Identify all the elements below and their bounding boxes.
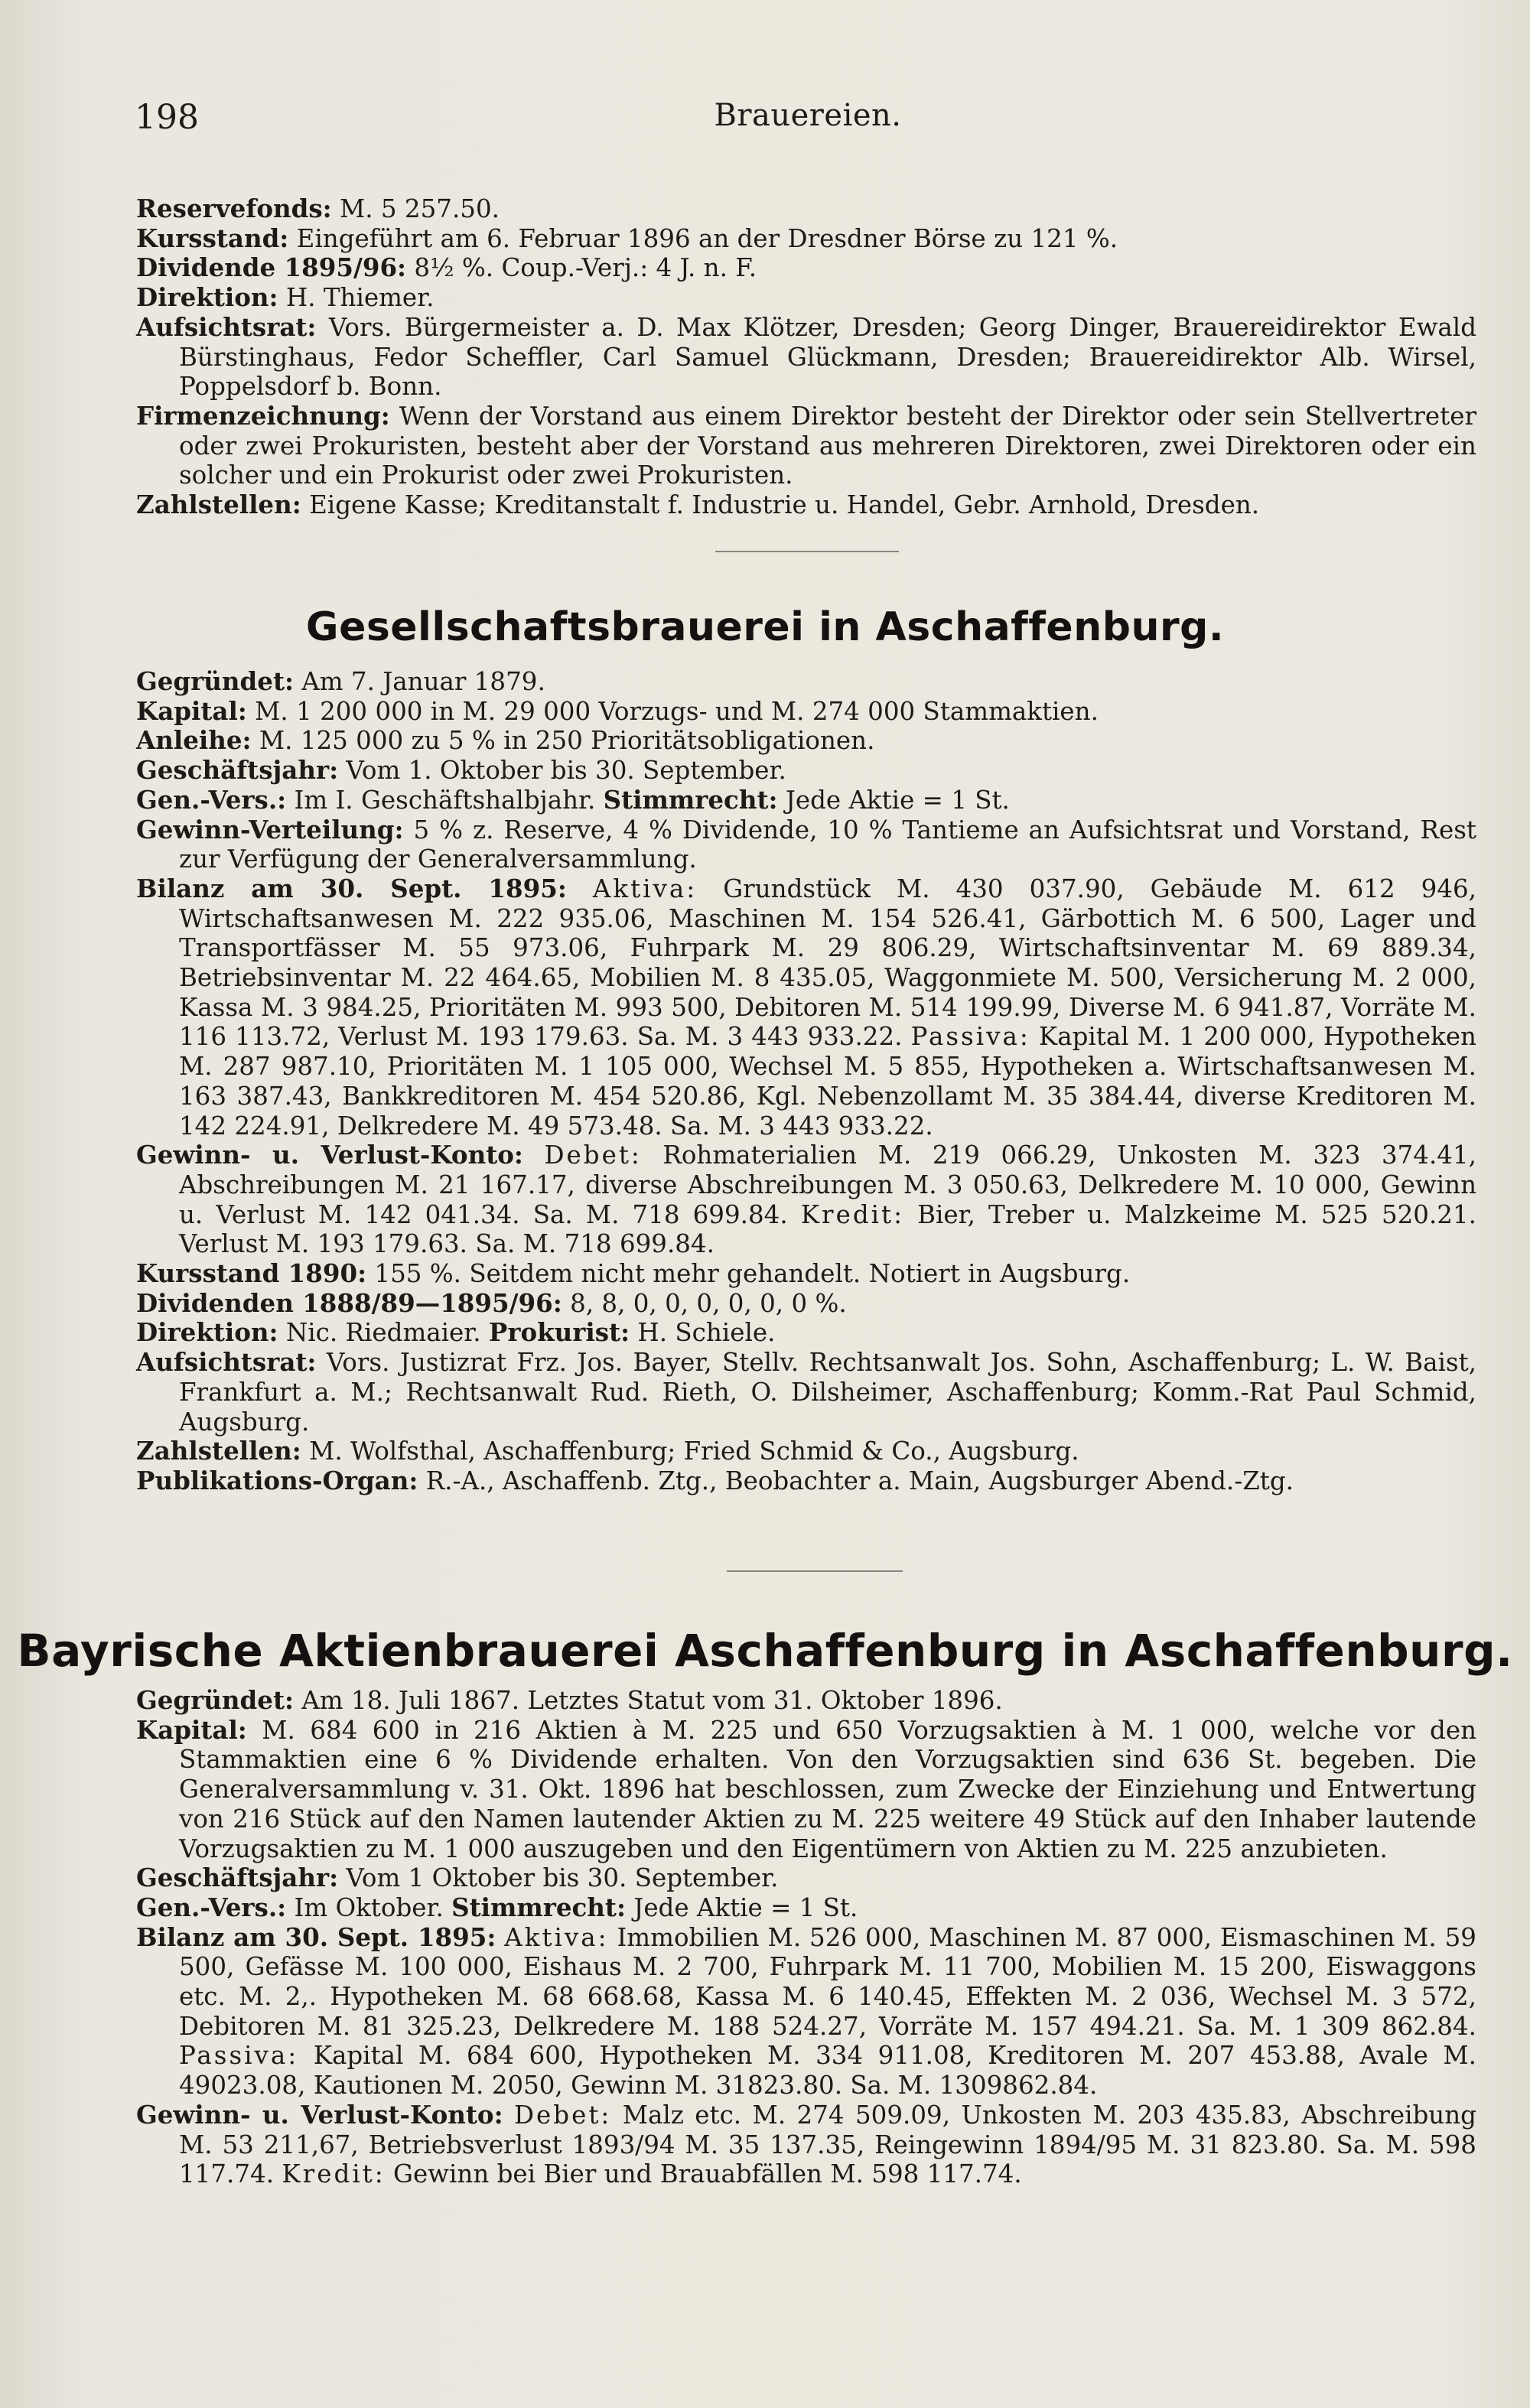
entry-line (136, 1686, 1476, 1716)
section-title: Bayrische Aktienbrauerei Aschaffenburg in Aschaffenburg. (17, 1625, 1513, 1677)
entry-text: Vors. Bürgermeister a. D. Max Klötzer, Dresden; Georg Dinger, Brauereidirektor Ewald Bürstinghaus, Fedor Scheffler, Carl Samuel Glückmann, Dresden; Brauereidirektor Alb. Wirsel, Poppelsdorf b. Bonn. (179, 312, 1476, 402)
entry-label: Firmenzeichnung: (136, 400, 390, 431)
entry-line (136, 1923, 1476, 2100)
entry-label: Gegründet: (136, 666, 294, 696)
entry-label: Publikations-Organ: (136, 1465, 418, 1495)
entry-label: Aufsichtsrat: (136, 311, 317, 342)
entry-line (136, 874, 1476, 1141)
entry-sublabel: Debet: (513, 2100, 612, 2130)
entry-line (136, 402, 1476, 490)
entry-label: Direktion: (136, 1317, 278, 1348)
entry-text: Nic. Riedmaier. (278, 1318, 489, 1348)
entry-line (136, 1348, 1476, 1437)
company-entry-bayrische-aktienbrauerei (136, 1686, 1476, 2189)
entry-sublabel: Passiva: (179, 2041, 299, 2071)
entry-text: 5 % z. Reserve, 4 % Dividende, 10 % Tantieme an Aufsichtsrat und Vorstand, Rest zur Verfügung der Generalversammlung. (179, 815, 1476, 874)
entry-line (136, 253, 1476, 283)
entry-text: Vors. Justizrat Frz. Jos. Bayer, Stellv. Rechtsanwalt Jos. Sohn, Aschaffenburg; L. W. Baist, Frankfurt a. M.; Rechtsanwalt Rud. Rieth, O. Dilsheimer, Aschaffenburg; Komm.-Rat Paul Schmid, Augsburg. (179, 1348, 1476, 1437)
entry-label: Geschäftsjahr: (136, 1863, 339, 1893)
entry-text: Kapital M. 1 200 000, Hypotheken M. 287 987.10, Prioritäten M. 1 105 000, Wechsel M. 5 855, Hypotheken a. Wirtschaftsanwesen M. 163 387.43, Bankkreditoren M. 454 520.86, Kgl. Nebenzollamt M. 35 384.44, diverse Kreditoren M. 142 224.91, Delkredere M. 49 573.48. Sa. M. 3 443 933.22. (179, 1022, 1476, 1141)
section-title: Gesellschaftsbrauerei in Aschaffenburg. (305, 604, 1225, 650)
entry-text: M. Wolfsthal, Aschaffenburg; Fried Schmid & Co., Augsburg. (301, 1437, 1079, 1466)
entry-text: Vom 1 Oktober bis 30. September. (338, 1863, 779, 1893)
entry-text: 8½ %. Coup.-Verj.: 4 J. n. F. (406, 253, 757, 283)
entry-text: Grundstück M. 430 037.90, Gebäude M. 612 946, Wirtschaftsanwesen M. 222 935.06, Maschinen M. 154 526.41, Gärbottich M. 6 500, Lager und Transportfässer M. 55 973.06, Fuhrpark M. 29 806.29, Wirtschaftsinventar M. 69 889.34, Betriebsinventar M. 22 464.65, Mobilien M. 8 435.05, Waggonmiete M. 500, Versicherung M. 2 000, Kassa M. 3 984.25, Prioritäten M. 993 500, Debitoren M. 514 199.99, Diverse M. 6 941.87, Vorräte M. 116 113.72, Verlust M. 193 179.63. Sa. M. 3 443 933.22. (179, 874, 1477, 1052)
entry-sublabel: Aktiva: (504, 1922, 609, 1952)
entry-sublabel: Debet: (544, 1141, 642, 1170)
section-divider (715, 551, 899, 552)
entry-text: M. 125 000 zu 5 % in 250 Prioritätsobligationen. (251, 726, 875, 756)
entry-line (136, 1318, 1476, 1348)
entry-sublabel: Kredit: (800, 1199, 905, 1229)
entry-line (136, 1437, 1476, 1466)
running-title: Brauereien. (714, 98, 902, 133)
entry-label: Gewinn- u. Verlust-Konto: (136, 2099, 503, 2130)
entry-label: Stimmrecht: (603, 784, 778, 815)
entry-line (136, 224, 1476, 254)
entry-label: Reservefonds: (136, 194, 332, 223)
entry-text: M. 684 600 in 216 Aktien à M. 225 und 650 Vorzugsaktien à M. 1 000, welche vor den Stammaktien eine 6 % Dividende erhalten. Von den Vorzugsaktien sind 636 St. begeben. Die Generalversammlung v. 31. Okt. 1896 hat beschlossen, zum Zwecke der Einziehung und Entwertung von 216 Stück auf den Namen lautender Aktien zu M. 225 weitere 49 Stück auf den Inhaber lautende Vorzugsaktien zu M. 1 000 auszugeben und den Eigentümern von Aktien zu M. 225 anzubieten. (179, 1715, 1476, 1863)
entry-label: Aufsichtsrat: (136, 1347, 317, 1378)
entry-line (136, 1466, 1476, 1496)
entry-label: Dividende 1895/96: (136, 252, 407, 283)
entry-text: R.-A., Aschaffenb. Ztg., Beobachter a. Main, Augsburger Abend.-Ztg. (418, 1466, 1294, 1495)
entry-line (136, 490, 1476, 520)
entry-line (136, 756, 1476, 786)
entry-text: Immobilien M. 526 000, Maschinen M. 87 000, Eismaschinen M. 59 500, Gefässe M. 100 000, Eishaus M. 2 700, Fuhrpark M. 11 700, Mobilien M. 15 200, Eiswaggons etc. M. 2,. Hypotheken M. 68 668.68, Kassa M. 6 140.45, Effekten M. 2 036, Wechsel M. 3 572, Debitoren M. 81 325.23, Delkredere M. 188 524.27, Vorräte M. 157 494.21. Sa. M. 1 309 862.84. (179, 1922, 1476, 2041)
entry-text: H. Thiemer. (278, 283, 435, 313)
entry-label: Gewinn- u. Verlust-Konto: (136, 1140, 523, 1170)
entry-line (136, 1863, 1476, 1893)
entry-label: Kapital: (136, 695, 247, 726)
entry-label: Anleihe: (136, 725, 252, 756)
entry-text: M. 5 257.50. (331, 194, 500, 223)
continued-entry (136, 194, 1476, 520)
entry-sublabel: Passiva: (910, 1022, 1030, 1052)
entry-text: Am 18. Juli 1867. Letztes Statut vom 31. Oktober 1896. (293, 1686, 1003, 1715)
entry-text: Malz etc. M. 274 509.09, Unkosten M. 203 435.83, Abschreibung M. 53 211,67, Betriebsverlust 1893/94 M. 35 137.35, Reingewinn 1894/95 M. 31 823.80. Sa. M. 598 117.74. (179, 2100, 1476, 2189)
entry-text: 155 %. Seitdem nicht mehr gehandelt. Notiert in Augsburg. (366, 1259, 1131, 1289)
entry-text: Jede Aktie = 1 St. (777, 785, 1010, 815)
entry-text: 8, 8, 0, 0, 0, 0, 0, 0 %. (562, 1288, 847, 1318)
entry-text: Jede Aktie = 1 St. (625, 1892, 858, 1922)
entry-line (136, 667, 1476, 697)
entry-line (136, 1259, 1476, 1289)
entry-label: Stimmrecht: (451, 1892, 626, 1922)
entry-text: Rohmaterialien M. 219 066.29, Unkosten M. 323 374.41, Abschreibungen M. 21 167.17, diverse Abschreibungen M. 3 050.63, Delkredere M. 10 000, Gewinn u. Verlust M. 142 041.34. Sa. M. 718 699.84. (179, 1141, 1476, 1229)
entry-sublabel: Kredit: (282, 2159, 386, 2189)
entry-line (136, 313, 1476, 402)
entry-text: Eingeführt am 6. Februar 1896 an der Dresdner Börse zu 121 %. (288, 223, 1118, 253)
entry-label: Prokurist: (488, 1317, 630, 1348)
entry-text: Wenn der Vorstand aus einem Direktor besteht der Direktor oder sein Stellvertreter oder zwei Prokuristen, besteht aber der Vorstand aus mehreren Direktoren, zwei Direktoren oder ein solcher und ein Prokurist oder zwei Prokuristen. (179, 401, 1476, 490)
page-number: 198 (135, 98, 199, 137)
entry-line (136, 815, 1476, 874)
entry-text: Im Oktober. (286, 1892, 452, 1922)
entry-text: Im I. Geschäftshalbjahr. (286, 785, 604, 815)
entry-label: Direktion: (136, 282, 278, 313)
entry-line (136, 697, 1476, 727)
entry-label: Kursstand 1890: (136, 1258, 367, 1289)
entry-line (136, 726, 1476, 756)
page-header (135, 98, 1481, 144)
entry-label: Bilanz am 30. Sept. 1895: (136, 873, 567, 903)
entry-text: Kapital M. 684 600, Hypotheken M. 334 911.08, Kreditoren M. 207 453.88, Avale M. 49023.08, Kautionen M. 2050, Gewinn M. 31823.80. Sa. M. 1309862.84. (179, 2041, 1476, 2100)
section-divider (727, 1570, 903, 1572)
entry-label: Zahlstellen: (136, 490, 301, 520)
entry-line (136, 283, 1476, 313)
entry-label: Bilanz am 30. Sept. 1895: (136, 1922, 496, 1952)
company-entry-gesellschaftsbrauerei (136, 667, 1476, 1496)
entry-label: Dividenden 1888/89—1895/96: (136, 1287, 562, 1318)
entry-line (136, 1893, 1476, 1923)
entry-text: Am 7. Januar 1879. (293, 667, 545, 696)
entry-text: H. Schiele. (630, 1318, 776, 1348)
entry-text: Eigene Kasse; Kreditanstalt f. Industrie u. Handel, Gebr. Arnhold, Dresden. (301, 490, 1260, 520)
entry-label: Gen.-Vers.: (136, 784, 287, 815)
entry-line (136, 1141, 1476, 1259)
entry-label: Kursstand: (136, 223, 289, 253)
entry-line (136, 1289, 1476, 1319)
entry-line (136, 194, 1476, 224)
entry-text: Vom 1. Oktober bis 30. September. (338, 756, 786, 786)
entry-label: Zahlstellen: (136, 1436, 301, 1466)
entry-label: Gen.-Vers.: (136, 1892, 287, 1922)
entry-label: Gegründet: (136, 1685, 294, 1715)
entry-label: Gewinn-Verteilung: (136, 814, 404, 844)
entry-line (136, 2100, 1476, 2189)
entry-label: Geschäftsjahr: (136, 755, 339, 786)
entry-text: M. 1 200 000 in M. 29 000 Vorzugs- und M. 274 000 Stammaktien. (246, 696, 1099, 726)
entry-sublabel: Aktiva: (592, 874, 698, 903)
entry-text: Gewinn bei Bier und Brauabfällen M. 598 117.74. (385, 2159, 1022, 2189)
entry-line (136, 1716, 1476, 1864)
entry-label: Kapital: (136, 1714, 247, 1745)
entry-line (136, 786, 1476, 815)
entry-text: Bier, Treber u. Malzkeime M. 525 520.21. Verlust M. 193 179.63. Sa. M. 718 699.84. (179, 1199, 1476, 1259)
